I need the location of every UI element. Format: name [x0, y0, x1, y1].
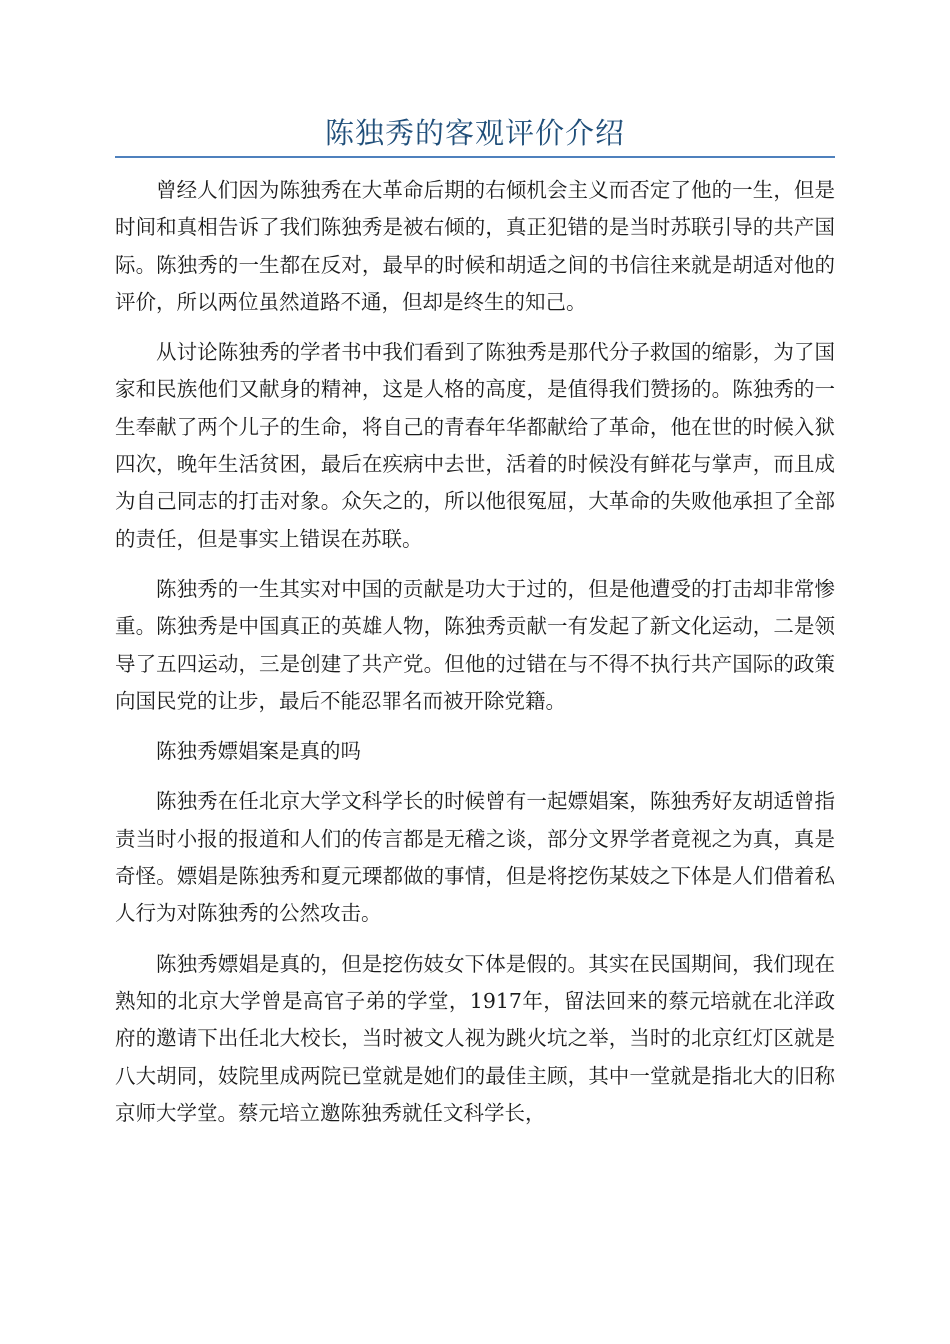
title-block: [115, 110, 835, 158]
paragraph-2: 从讨论陈独秀的学者书中我们看到了陈独秀是那代分子救国的缩影，为了国家和民族他们又献身的精神，这是人格的高度，是值得我们赞扬的。陈独秀的一生奉献了两个儿子的生命，将自己的青春年华都献给了革命，他在世的时候入狱四次，晚年生活贫困，最后在疾病中去世，活着的时候没有鲜花与掌声，而且成为自己同志的打击对象。众矢之的，所以他很冤屈，大革命的失败他承担了全部的责任，但是事实上错误在苏联。: [115, 340, 835, 551]
paragraph-1: 曾经人们因为陈独秀在大革命后期的右倾机会主义而否定了他的一生，但是时间和真相告诉了我们陈独秀是被右倾的，真正犯错的是当时苏联引导的共产国际。陈独秀的一生都在反对，最早的时候和胡适之间的书信往来就是胡适对他的评价，所以两位虽然道路不通，但却是终生的知己。: [115, 178, 835, 314]
page-title: 陈独秀的客观评价介绍: [324, 116, 625, 150]
section-heading: 陈独秀嫖娼案是真的吗: [156, 739, 361, 764]
paragraph-5: 陈独秀嫖娼是真的，但是挖伤妓女下体是假的。其实在民国期间，我们现在熟知的北京大学曾是高官子弟的学堂，1917年，留法回来的蔡元培就在北洋政府的邀请下出任北大校长，当时被文人视为跳火坑之举，当时的北京红灯区就是八大胡同，妓院里成两院已堂就是她们的最佳主顾，其中一堂就是指北大的旧称京师大学堂。蔡元培立邀陈独秀就任文科学长，: [115, 951, 835, 1125]
paragraph-4: 陈独秀在任北京大学文科学长的时候曾有一起嫖娼案，陈独秀好友胡适曾指责当时小报的报道和人们的传言都是无稽之谈，部分文界学者竟视之为真，真是奇怪。嫖娼是陈独秀和夏元瑮都做的事情，但是将挖伤某妓之下体是人们借着私人行为对陈独秀的公然攻击。: [115, 789, 835, 926]
paragraph-3: 陈独秀的一生其实对中国的贡献是功大于过的，但是他遭受的打击却非常惨重。陈独秀是中国真正的英雄人物，陈独秀贡献一有发起了新文化运动，二是领导了五四运动，三是创建了共产党。但他的过错在与不得不执行共产国际的政策向国民党的让步，最后不能忍罪名而被开除党籍。: [115, 576, 835, 713]
document-body: [115, 172, 835, 1145]
